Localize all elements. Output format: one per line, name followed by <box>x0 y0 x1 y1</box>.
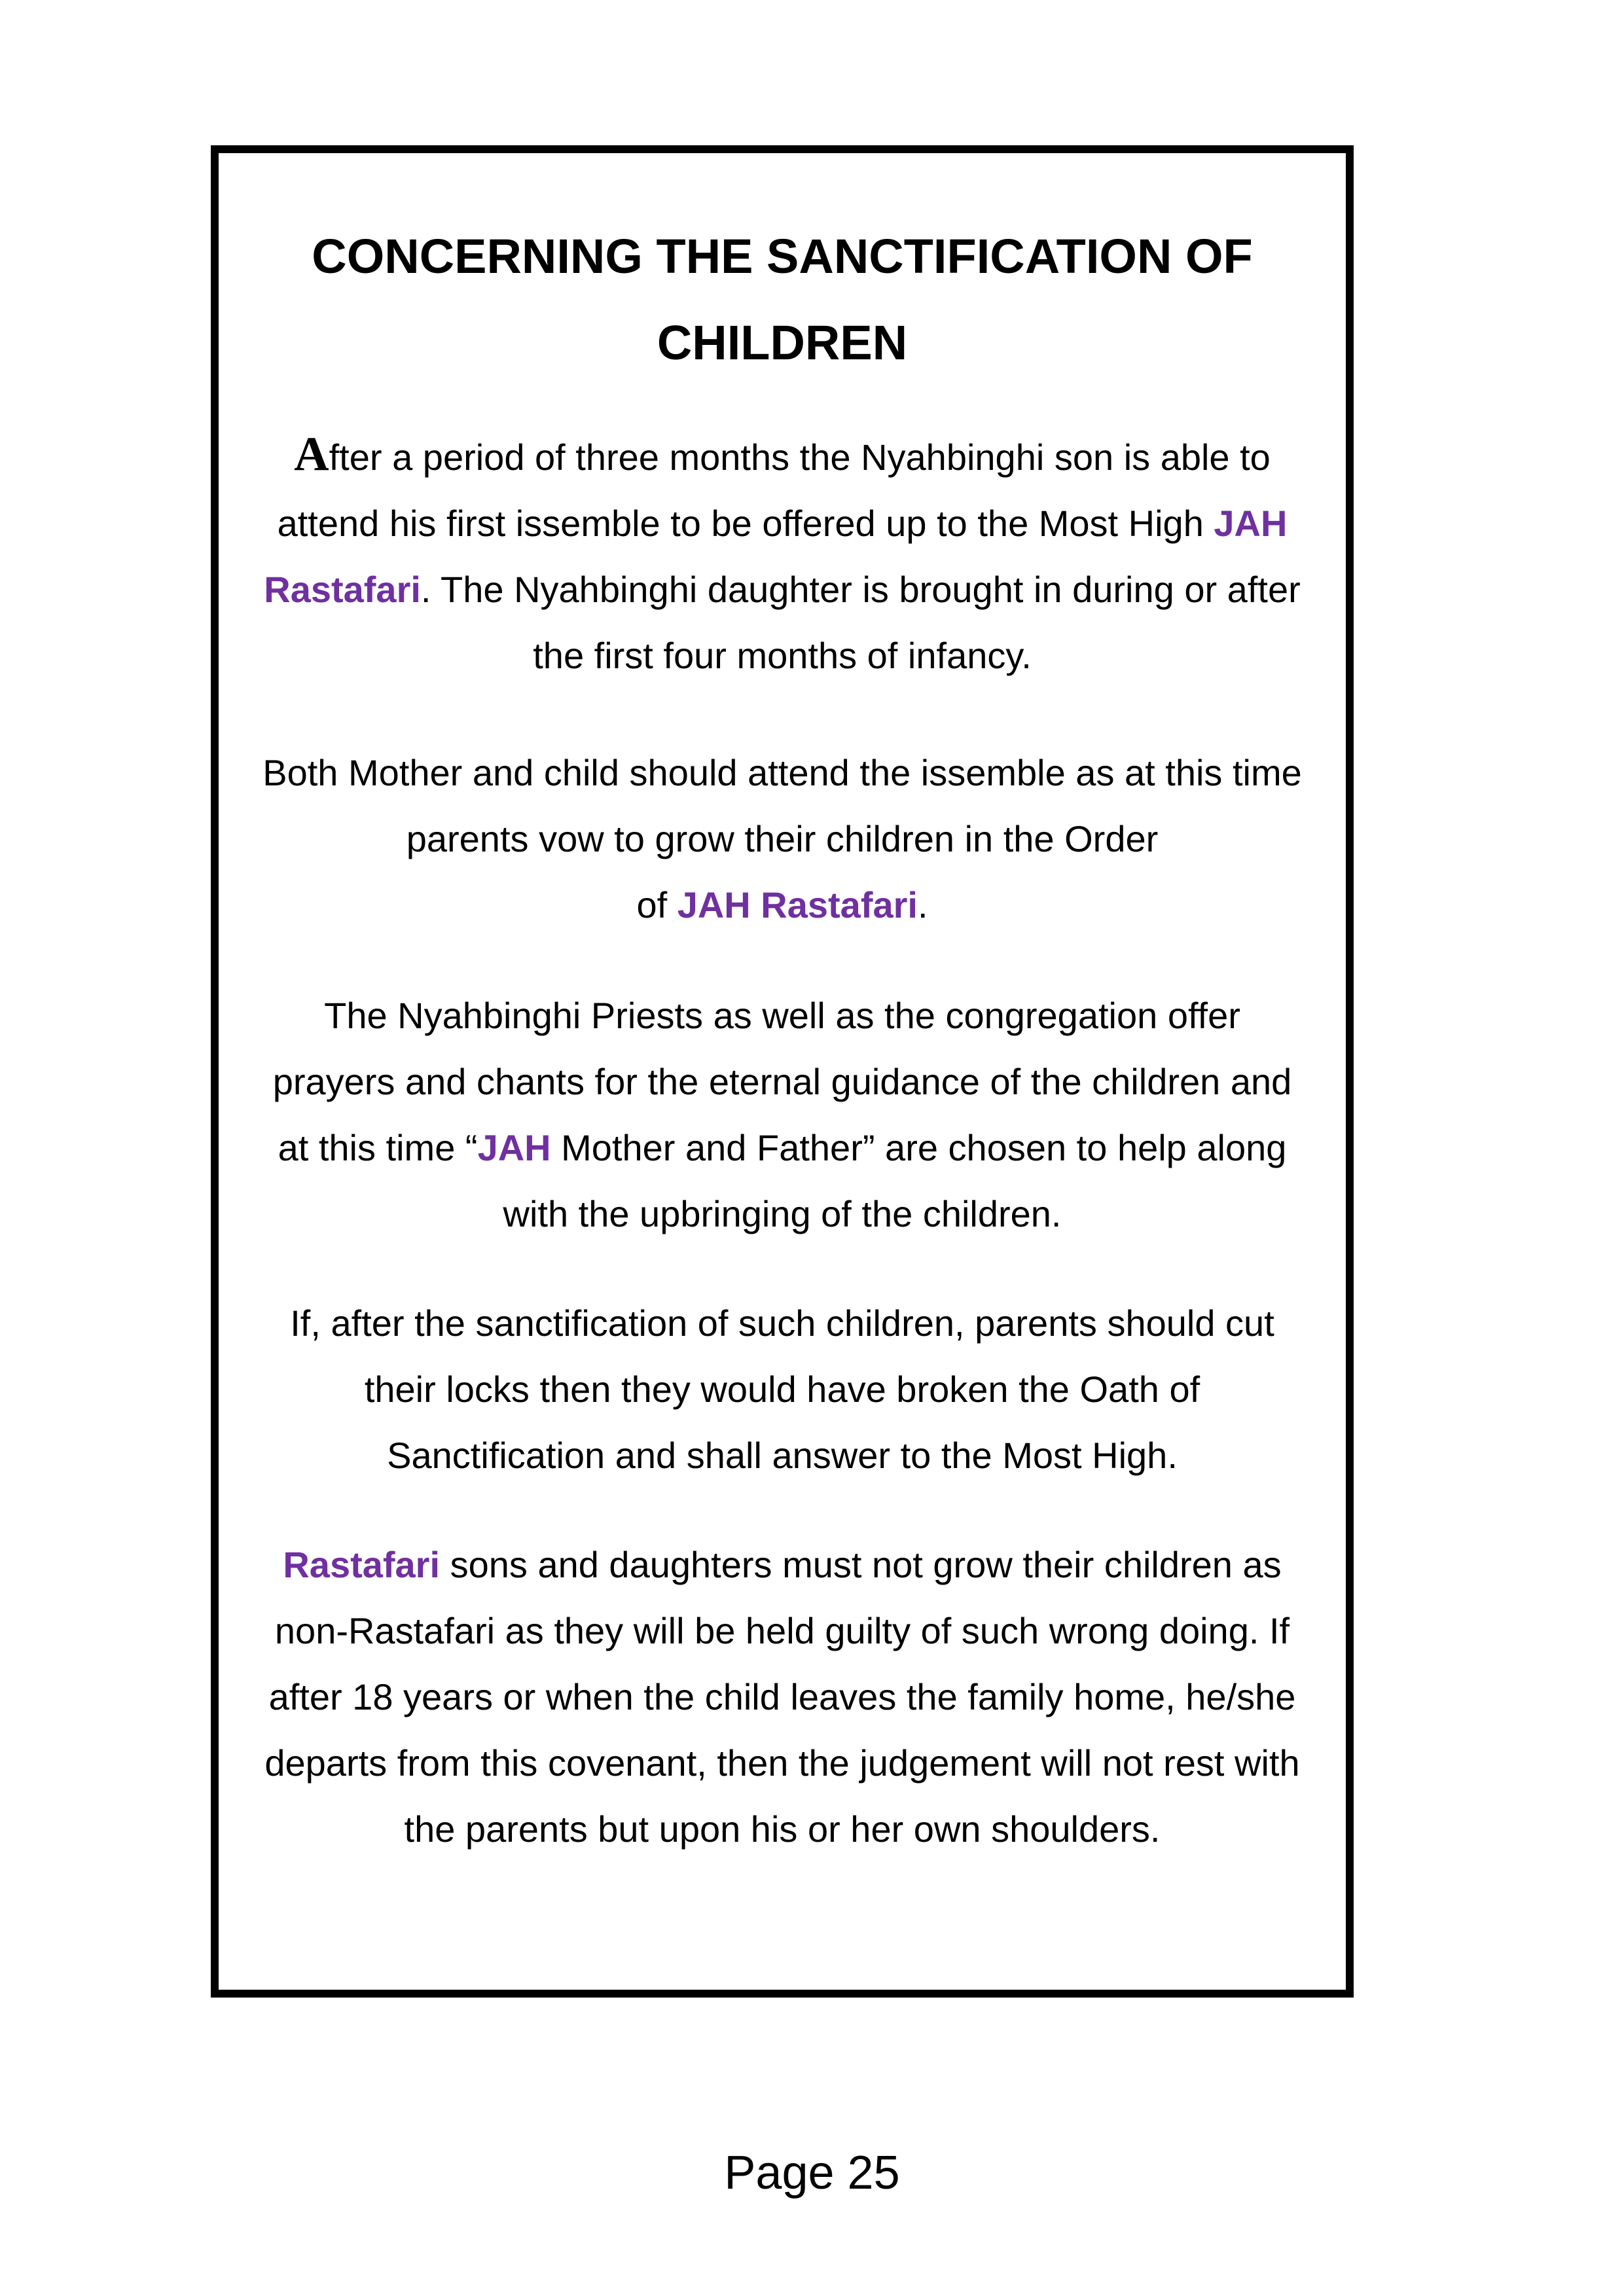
title-line-2: CHILDREN <box>657 315 908 370</box>
highlight-jah-rastafari: JAH Rastafari <box>677 884 918 925</box>
text-frame <box>211 145 1354 1998</box>
highlight-rastafari: Rastafari <box>283 1544 441 1585</box>
drop-cap: A <box>294 427 329 481</box>
paragraph-1: After a period of three months the Nyahbinghi son is able to attend his first issemble to be offered up to the Most High JAH Rastafari. The Nyahbinghi daughter is brought in during or after the first four months of infancy. <box>264 427 1301 676</box>
paragraph-2: Both Mother and child should attend the issemble as at this time parents vow to grow their children in the Order of JAH Rastafari. <box>262 752 1302 925</box>
highlight-jah: JAH <box>1214 503 1288 544</box>
paragraph-4: If, after the sanctification of such children, parents should cut their locks then they would have broken the Oath of Sanctification and shall answer to the Most High. <box>290 1302 1274 1476</box>
paragraph-5: Rastafari sons and daughters must not grow their children as non-Rastafari as they will be held guilty of such wrong doing. If after 18 years or when the child leaves the family home, he/she departs from this covenant, then the judgement will not rest with the parents but upon his or her own shoulders. <box>264 1544 1300 1850</box>
page-title <box>219 213 1346 386</box>
highlight-jah: JAH <box>477 1127 551 1168</box>
highlight-rastafari: Rastafari <box>264 569 421 610</box>
page-number: Page 25 <box>724 2147 900 2199</box>
paragraph-3: The Nyahbinghi Priests as well as the congregation offer prayers and chants for the eternal guidance of the children and at this time “JAH Mother and Father” are chosen to help along with the upbringing of the children. <box>272 995 1292 1234</box>
title-line-1: CONCERNING THE SANCTIFICATION OF <box>312 229 1253 283</box>
